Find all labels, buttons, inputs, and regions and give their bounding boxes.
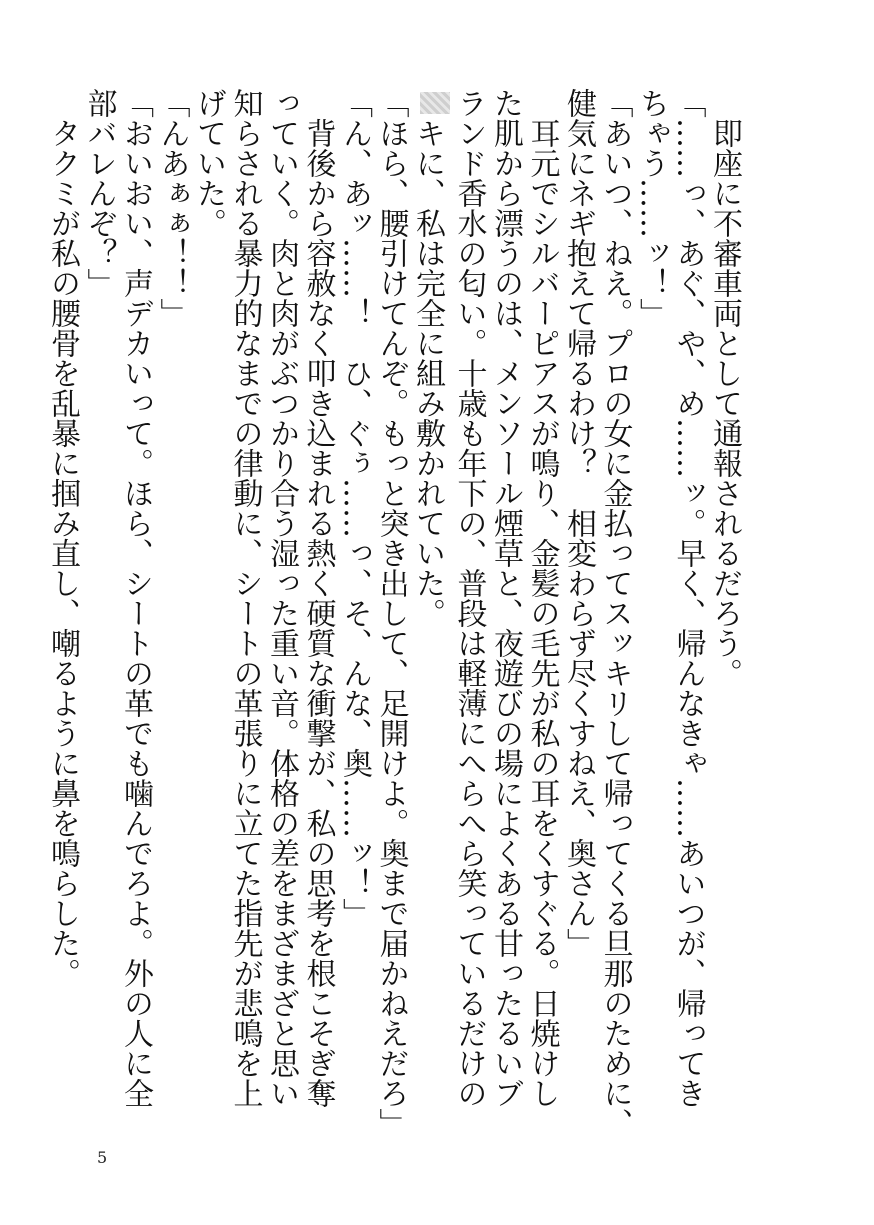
text-line: っていく。肉と肉がぶつかり合う湿った重い音。体格の差をまざまざと思い: [264, 88, 299, 1108]
page-number: 5: [97, 1148, 108, 1167]
mosaic-censor-mark: [420, 92, 450, 114]
text-line: 「あいつ、ねえ。プロの女に金払ってスッキリして帰ってくる旦那のために、: [597, 88, 633, 1138]
text-line: 「んあぁぁ！！」: [154, 88, 190, 328]
text-line: 部バレんぞ？」: [81, 88, 117, 298]
text-line: ちゃう……ッ！」: [634, 88, 669, 328]
text-line: げていた。: [191, 88, 226, 238]
text-line: 「……っ、あぐ、や、め……ッ。早く、帰んなきゃ……あいつが、帰ってき: [670, 88, 706, 1108]
text-line: 「ん、あッ……！ ひ、ぐぅ……っ、そ、んな、奥……ッ！」: [337, 88, 372, 928]
text-line: 即座に不審車両として通報されるだろう。: [707, 88, 742, 688]
vertical-text-body: [44, 88, 743, 1138]
text-line: 耳元でシルバーピアスが鳴り、金髪の毛先が私の耳をくすぐる。日焼けし: [524, 88, 560, 1108]
text-line: 「ほら、腰引けてんぞ。もっと突き出して、足開けよ。奥まで届かねえだろ」: [373, 88, 409, 1138]
text-line: 「おいおい、声デカいって。ほら、シートの革でも噛んでろよ。外の人に全: [118, 88, 153, 1108]
text-line-with-mask: [409, 88, 451, 1088]
text-line: た肌から漂うのは、メンソール煙草と、夜遊びの場によくある甘ったるいブ: [488, 88, 523, 1108]
text-line: タクミが私の腰骨を乱暴に掴み直し、嘲るように鼻を鳴らした。: [45, 88, 80, 988]
text-line: 健気にネギ抱えて帰るわけ？ 相変わらず尽くすねえ、奥さん」: [561, 88, 596, 958]
text-line-tail: キに、私は完全に組み敷かれていた。: [410, 118, 445, 628]
text-line: ランド香水の匂い。十歳も年下の、普段は軽薄にへらへら笑っているだけの: [451, 88, 487, 1108]
text-line: 知らされる暴力的なまでの律動に、シートの革張りに立てた指先が悲鳴を上: [227, 88, 263, 1108]
text-line: 背後から容赦なく叩き込まれる熱く硬質な衝撃が、私の思考を根こそぎ奪: [300, 88, 336, 1108]
